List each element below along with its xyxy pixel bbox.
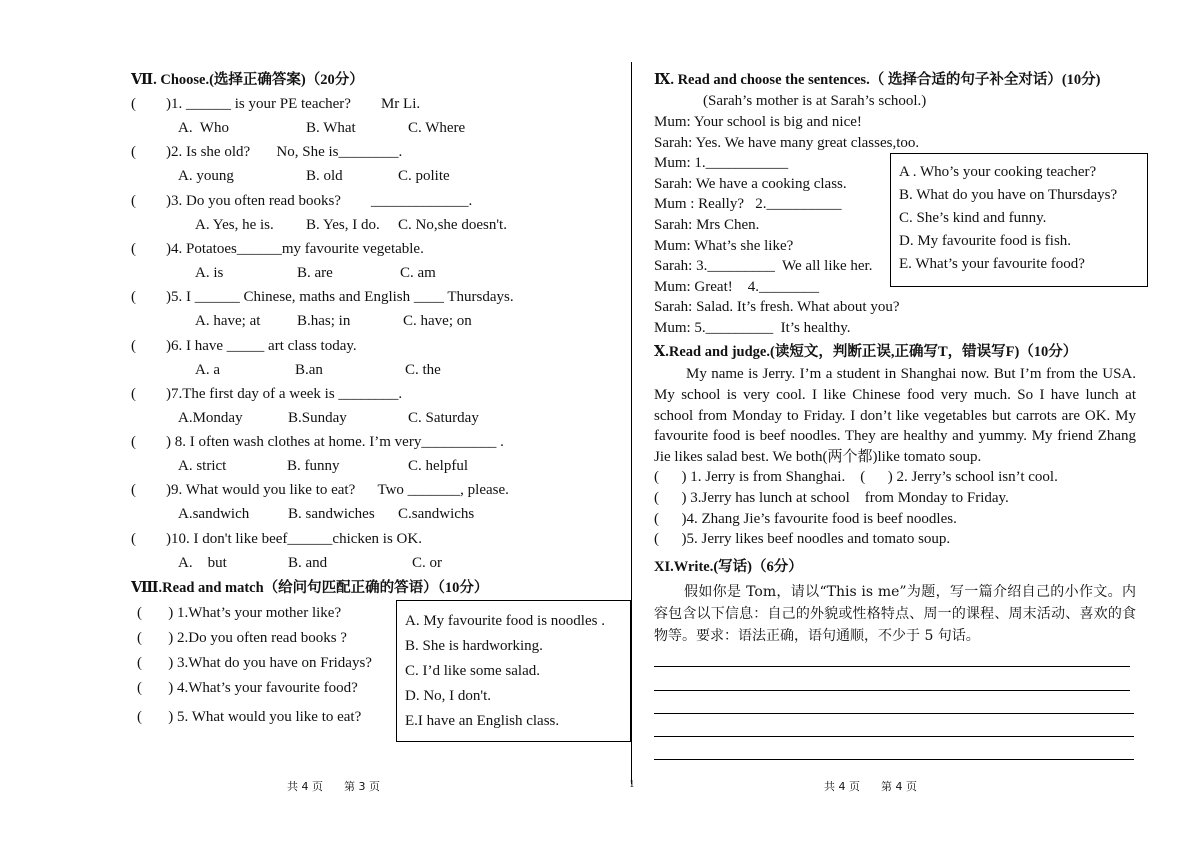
option-c: C. the: [405, 361, 441, 378]
sentence-option: C. She’s kind and funny.: [899, 210, 1047, 226]
section-11-prompt: 假如你是 Tom，请以“This is me”为题，写一篇介绍自己的小作文。内容包含以下信息：自己的外貌或性格特点、周一的课程、周末活动、喜欢的食物等。要求：语法正确，语句通顺，不少于 5 句话。: [654, 584, 1136, 644]
dialogue-line: Mum: Your school is big and nice!: [654, 114, 862, 130]
question-7: ( )7.The first day of a week is ________.: [131, 385, 403, 402]
sentence-option: D. My favourite food is fish.: [899, 233, 1072, 249]
question-2: ( )2. Is she old? No, She is________.: [131, 144, 403, 161]
dialogue-line: Sarah: Salad. It’s fresh. What about you?: [654, 299, 900, 316]
question-6: ( )6. I have _____ art class today.: [131, 337, 357, 354]
section-9-option-box: [890, 153, 1148, 287]
section-8-answer-box: [396, 600, 631, 742]
option-c: C. No,she doesn't.: [398, 216, 507, 233]
option-c: C. Where: [408, 120, 466, 136]
writing-line: [654, 690, 1130, 691]
option-a: A. but: [178, 554, 227, 571]
dialogue-line: Mum: 5._________ It’s healthy.: [654, 320, 851, 336]
match-question: ( ) 2.Do you often read books ?: [137, 630, 347, 646]
option-a: A.sandwich: [178, 506, 250, 523]
question-10: ( )10. I don't like beef______chicken is OK.: [131, 530, 422, 547]
option-a: A. is: [195, 264, 224, 281]
option-b: B. are: [297, 264, 333, 281]
option-a: A. young: [178, 168, 234, 185]
sentence-option: E. What’s your favourite food?: [899, 256, 1085, 272]
option-b: B. Yes, I do.: [306, 216, 380, 233]
answer-option: C. I’d like some salad.: [405, 663, 540, 679]
match-question: ( ) 1.What’s your mother like?: [137, 605, 342, 621]
option-a: A. strict: [178, 458, 227, 475]
section-7-title: Ⅶ. Choose.(选择正确答案)（20分）: [131, 72, 364, 88]
option-c: C. am: [400, 264, 436, 281]
question-8: ( ) 8. I often wash clothes at home. I’m very__________ .: [131, 434, 504, 451]
option-c: C. have; on: [403, 313, 472, 330]
writing-line: [654, 759, 1134, 760]
option-b: B. and: [288, 554, 328, 571]
sentence-option: A . Who’s your cooking teacher?: [899, 164, 1097, 180]
dialogue-line: Sarah: Mrs Chen.: [654, 217, 760, 233]
option-a: A. Yes, he is.: [195, 216, 274, 233]
question-3: ( )3. Do you often read books? _____________.: [131, 192, 473, 209]
option-b: B.Sunday: [288, 409, 347, 426]
option-b: B.has; in: [297, 313, 351, 330]
option-b: B. funny: [287, 458, 340, 475]
section-8-title: Ⅷ.Read and match（给问句匹配正确的答语）（10分）: [131, 580, 489, 596]
section-10-title: Ⅹ.Read and judge.(读短文，判断正误,正确写T，错误写F)（10分）: [654, 344, 1078, 360]
option-c: C. helpful: [408, 458, 468, 475]
judge-item: ( )5. Jerry likes beef noodles and tomato soup.: [654, 531, 951, 548]
section-9-context: (Sarah’s mother is at Sarah’s school.): [703, 93, 927, 109]
option-b: B. old: [306, 168, 343, 185]
question-4: ( )4. Potatoes______my favourite vegetable.: [131, 240, 424, 257]
judge-item: ( ) 1. Jerry is from Shanghai. ( ) 2. Jerry’s school isn’t cool.: [654, 469, 1058, 485]
question-1: ( )1. ______ is your PE teacher? Mr Li.: [131, 96, 421, 112]
writing-line: [654, 736, 1134, 737]
section-9-title: Ⅸ. Read and choose the sentences.（ 选择合适的句子补全对话）(10分): [654, 72, 1101, 88]
answer-option: B. She is hardworking.: [405, 638, 543, 654]
dialogue-line: Mum: What’s she like?: [654, 237, 794, 254]
footer-page-4: 共 4 页 第 4 页: [824, 780, 917, 793]
section-10-passage: My name is Jerry. I’m a student in Shanghai now. But I’m from the USA. My school is very cool. I like Chinese food very much. So I have lunch at school from Monday to Friday. I don’t like vegetables but carrots are OK. My favourite food is beef noodles. They are healthy and yummy. My friend Zhang Jie likes salad best. We both(两个都)like tomato soup.: [654, 366, 1136, 466]
writing-line: [654, 713, 1134, 714]
option-a: A. Who: [178, 120, 229, 136]
dialogue-line: Mum: 1.___________: [654, 155, 789, 172]
dialogue-line: Sarah: 3._________ We all like her.: [654, 258, 873, 275]
page-divider: [631, 62, 632, 784]
footer-page-3: 共 4 页 第 3 页: [287, 780, 380, 793]
option-a: A. have; at: [195, 313, 261, 330]
question-5: ( )5. I ______ Chinese, maths and English ____ Thursdays.: [131, 289, 514, 306]
match-question: ( ) 5. What would you like to eat?: [137, 709, 362, 725]
answer-option: E.I have an English class.: [405, 713, 560, 729]
judge-item: ( ) 3.Jerry has lunch at school from Monday to Friday.: [654, 489, 1009, 506]
option-b: B. What: [306, 120, 356, 136]
option-c: C.sandwichs: [398, 506, 475, 523]
judge-item: ( )4. Zhang Jie’s favourite food is beef noodles.: [654, 510, 957, 527]
dialogue-line: Sarah: Yes. We have many great classes,too.: [654, 134, 920, 151]
answer-option: A. My favourite food is noodles .: [405, 613, 605, 629]
option-c: C. polite: [398, 168, 450, 185]
dialogue-line: Sarah: We have a cooking class.: [654, 175, 847, 192]
option-c: C. or: [412, 554, 442, 571]
sentence-option: B. What do you have on Thursdays?: [899, 187, 1118, 203]
footer-sheet-number: 1: [629, 778, 635, 790]
option-c: C. Saturday: [408, 409, 479, 426]
dialogue-line: Mum : Really? 2.__________: [654, 196, 842, 213]
match-question: ( ) 3.What do you have on Fridays?: [137, 655, 372, 671]
question-9: ( )9. What would you like to eat? Two _______, please.: [131, 482, 509, 499]
writing-line: [654, 666, 1130, 667]
option-b: B.an: [295, 361, 323, 378]
option-b: B. sandwiches: [288, 506, 375, 523]
option-a: A. a: [195, 361, 220, 378]
answer-option: D. No, I don't.: [405, 688, 492, 704]
match-question: ( ) 4.What’s your favourite food?: [137, 680, 358, 696]
dialogue-line: Mum: Great! 4.________: [654, 278, 819, 295]
option-a: A.Monday: [178, 409, 243, 426]
section-11-title: XI.Write.(写话)（6分）: [654, 559, 803, 575]
